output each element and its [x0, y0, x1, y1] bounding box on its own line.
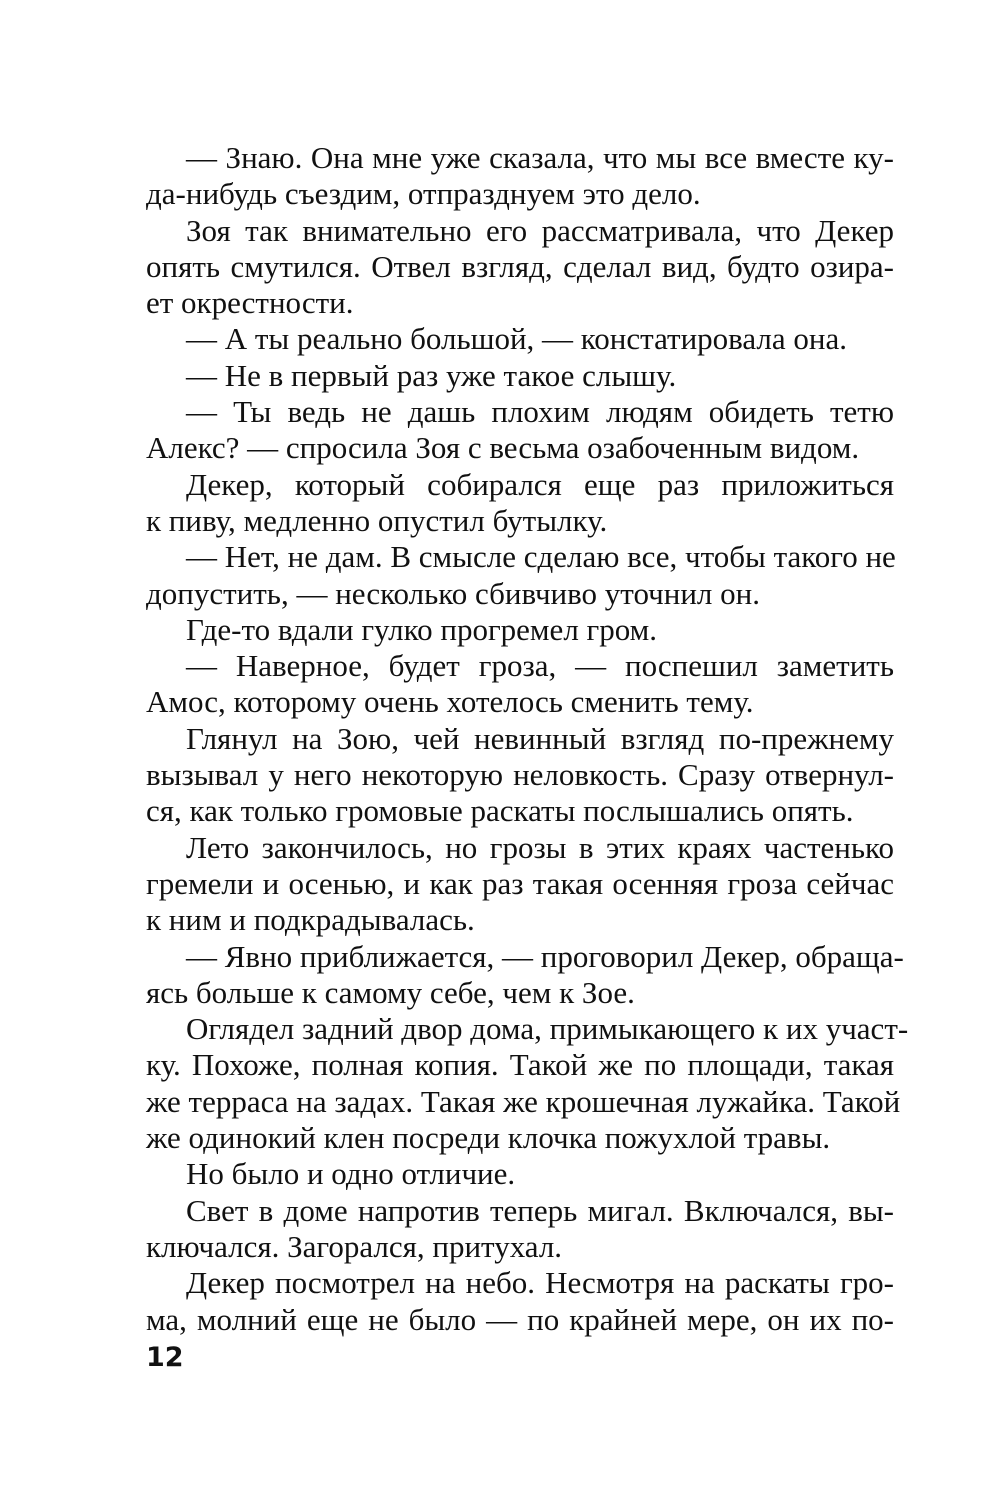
text-line: — Знаю. Она мне уже сказала, что мы все вместе ку- [186, 140, 894, 175]
text-line: ет окрестности. [146, 285, 354, 321]
text-line: ключался. Загорался, притухал. [146, 1228, 563, 1264]
text-line: ясь больше к самому себе, чем к Зое. [146, 974, 635, 1010]
text-line: Алекс? — спросила Зоя с весьма озабоченным видом. [146, 430, 860, 466]
text-line: к пиву, медленно опустил бутылку. [146, 502, 608, 538]
text-line: Декер, который собирался еще раз приложиться [186, 466, 894, 502]
text-line: к ним и подкрадывалась. [146, 902, 475, 938]
text-line: — А ты реально большой, — констатировала она. [186, 321, 848, 357]
text-line: гремели и осенью, и как раз такая осенняя гроза сейчас [146, 865, 894, 901]
text-line: ся, как только громовые раскаты послышались опять. [146, 793, 854, 829]
text-line: же одинокий клен посреди клочка пожухлой травы. [146, 1120, 831, 1156]
text-line: — Наверное, будет гроза, — поспешил заметить [186, 648, 894, 684]
text-line: — Ты ведь не дашь плохим людям обидеть тетю [186, 394, 894, 430]
text-line: допустить, — несколько сбивчиво уточнил он. [146, 575, 760, 611]
page-number: 12 [146, 1342, 184, 1373]
text-line: опять смутился. Отвел взгляд, сделал вид, будто озира- [146, 248, 894, 284]
text-line: — Нет, не дам. В смысле сделаю все, чтобы такого не [186, 539, 896, 575]
text-line: да-нибудь съездим, отпразднуем это дело. [146, 176, 701, 212]
text-line: — Явно приближается, — проговорил Декер, обраща- [186, 938, 904, 974]
text-line: Зоя так внимательно его рассматривала, что Декер [186, 212, 894, 248]
text-line: Но было и одно отличие. [186, 1156, 516, 1192]
text-line: же терраса на задах. Такая же крошечная лужайка. Такой [146, 1083, 901, 1119]
text-line: Амос, которому очень хотелось сменить тему. [146, 684, 754, 720]
text-line: ма, молний еще не было — по крайней мере, он их по- [146, 1301, 894, 1337]
text-line: Декер посмотрел на небо. Несмотря на раскаты гро- [186, 1265, 894, 1301]
text-line: ку. Похоже, полная копия. Такой же по площади, такая [146, 1047, 894, 1083]
text-line: — Не в первый раз уже такое слышу. [186, 357, 677, 393]
text-line: вызывал у него некоторую неловкость. Сразу отвернул- [146, 757, 894, 793]
text-line: Где-то вдали гулко прогремел гром. [186, 611, 658, 647]
text-line: Свет в доме напротив теперь мигал. Включался, вы- [186, 1192, 894, 1228]
text-line: Глянул на Зою, чей невинный взгляд по-прежнему [186, 720, 894, 756]
body-text [146, 140, 909, 1338]
text-line: Оглядел задний двор дома, примыкающего к их участ- [186, 1011, 909, 1047]
text-line: Лето закончилось, но грозы в этих краях частенько [186, 829, 894, 865]
